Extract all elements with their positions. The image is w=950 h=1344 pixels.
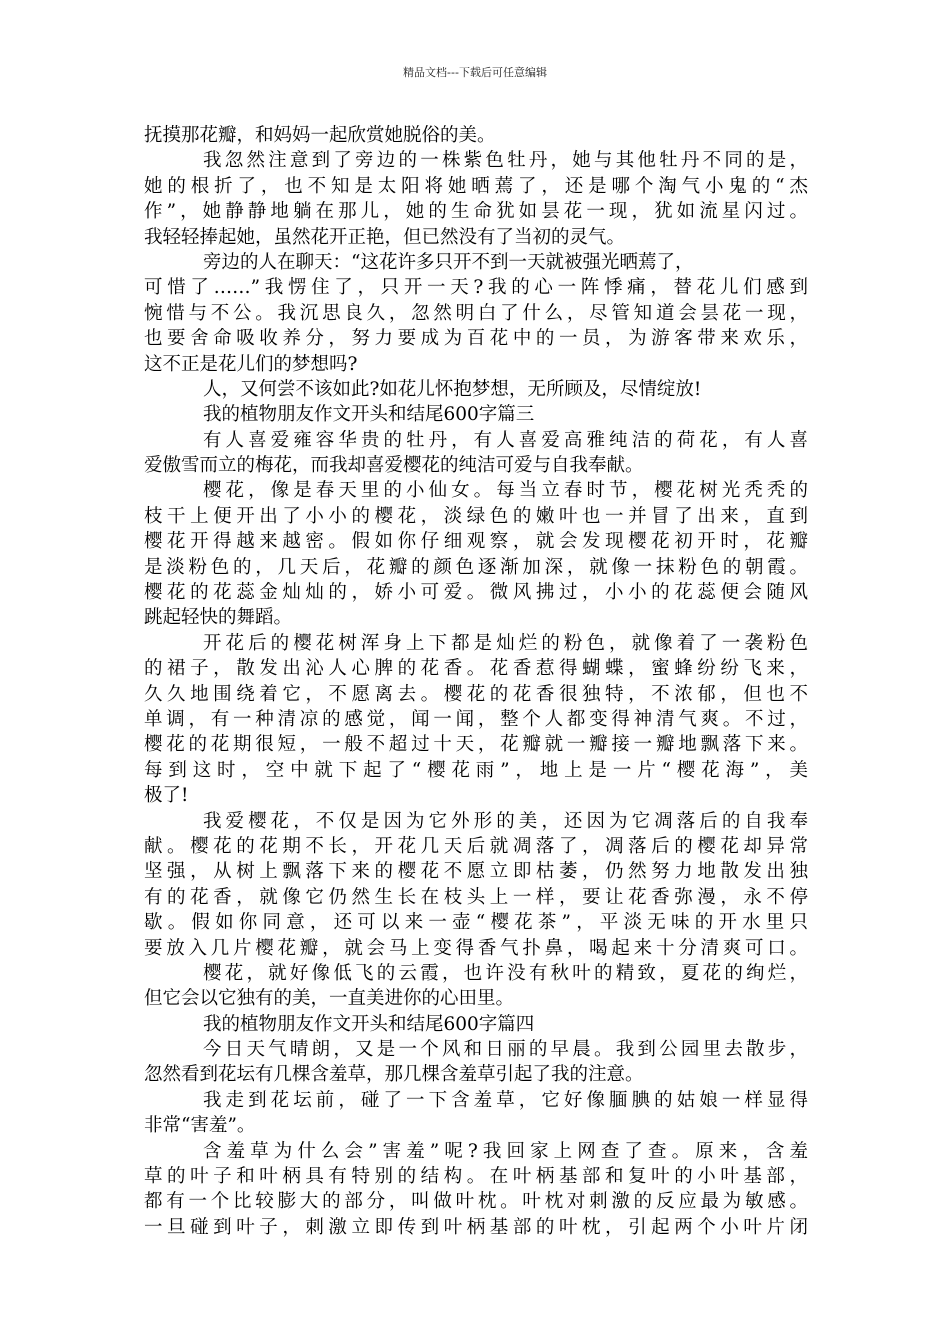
- text-line: 人，又何尝不该如此?如花儿怀抱梦想，无所顾及，尽情绽放!: [203, 378, 702, 400]
- text-line: 这不正是花儿们的梦想吗?: [144, 353, 358, 375]
- text-line: 极了!: [144, 785, 189, 807]
- text-line: 是淡粉色的，几天后，花瓣的颜色逐渐加深，就像一抹粉色的朝霞。: [144, 556, 808, 578]
- text-line: 可惜了……”我愣住了，只开一天?我的心一阵悸痛，替花儿们感到: [144, 277, 808, 299]
- text-line: 单调，有一种清凉的感觉，闻一闻，整个人都变得神清气爽。不过，: [144, 708, 808, 730]
- text-line: 开花后的樱花树浑身上下都是灿烂的粉色，就像着了一袭粉色: [203, 632, 808, 654]
- text-line: 樱花的花蕊金灿灿的，娇小可爱。微风拂过，小小的花蕊便会随风: [144, 582, 808, 604]
- text-line: 我的植物朋友作文开头和结尾600字篇四: [203, 1013, 535, 1035]
- text-line: 我的植物朋友作文开头和结尾600字篇三: [203, 404, 535, 426]
- text-line: 她的根折了，也不知是太阳将她晒蔫了，还是哪个淘气小鬼的“杰: [144, 175, 808, 197]
- text-line: 旁边的人在聊天：“这花许多只开不到一天就被强光晒蔫了，: [203, 251, 694, 273]
- page-header: 精品文档---下载后可任意编辑: [403, 66, 547, 79]
- text-line: 要放入几片樱花瓣，就会马上变得香气扑鼻，喝起来十分清爽可口。: [144, 937, 808, 959]
- text-line: 今日天气晴朗，又是一个风和日丽的早晨。我到公园里去散步，: [203, 1039, 808, 1061]
- text-line: 坚强，从树上飘落下来的樱花不愿立即枯萎，仍然努力地散发出独: [144, 861, 808, 883]
- text-line: 爱傲雪而立的梅花，而我却喜爱樱花的纯洁可爱与自我奉献。: [144, 455, 644, 477]
- text-line: 樱花，像是春天里的小仙女。每当立春时节，樱花树光秃秃的: [203, 480, 808, 502]
- text-line: 有人喜爱雍容华贵的牡丹，有人喜爱高雅纯洁的荷花，有人喜: [203, 429, 808, 451]
- text-line: 久久地围绕着它，不愿离去。樱花的花香很独特，不浓郁，但也不: [144, 683, 808, 705]
- text-line: 草的叶子和叶柄具有特别的结构。在叶柄基部和复叶的小叶基部，: [144, 1166, 808, 1188]
- text-line: 忽然看到花坛有几棵含羞草，那几棵含羞草引起了我的注意。: [144, 1064, 644, 1086]
- text-line: 惋惜与不公。我沉思良久，忽然明白了什么，尽管知道会昙花一现，: [144, 302, 808, 324]
- text-line: 抚摸那花瓣，和妈妈一起欣赏她脱俗的美。: [144, 125, 496, 146]
- text-line: 我爱樱花，不仅是因为它外形的美，还因为它凋落后的自我奉: [203, 810, 808, 832]
- text-line: 樱花的花期很短，一般不超过十天，花瓣就一瓣接一瓣地飘落下来。: [144, 734, 808, 756]
- text-line: 有的花香，就像它仍然生长在枝头上一样，要让花香弥漫，永不停: [144, 886, 808, 908]
- text-line: 的裙子，散发出沁人心脾的花香。花香惹得蝴蝶，蜜蜂纷纷飞来，: [144, 658, 808, 680]
- text-line: 都有一个比较膨大的部分，叫做叶枕。叶枕对刺激的反应最为敏感。: [144, 1191, 808, 1213]
- text-line: 每到这时，空中就下起了“樱花雨”，地上是一片“樱花海”，美: [144, 759, 808, 781]
- text-line: 歇。假如你同意，还可以来一壶“樱花茶”，平淡无味的开水里只: [144, 912, 808, 934]
- text-line: 也要舍命吸收养分，努力要成为百花中的一员，为游客带来欢乐，: [144, 328, 808, 350]
- text-line: 但它会以它独有的美，一直美进你的心田里。: [144, 988, 515, 1010]
- text-line: 樱花，就好像低飞的云霞，也许没有秋叶的精致，夏花的绚烂，: [203, 962, 808, 984]
- text-line: 作”，她静静地躺在那儿，她的生命犹如昙花一现，犹如流星闪过。: [144, 201, 808, 223]
- text-line: 献。樱花的花期不长，开花几天后就凋落了，凋落后的樱花却异常: [144, 835, 808, 857]
- text-line: 跳起轻快的舞蹈。: [144, 607, 293, 629]
- text-line: 我轻轻捧起她，虽然花开正艳，但已然没有了当初的灵气。: [144, 226, 626, 248]
- document-body: [144, 123, 808, 1240]
- text-line: 枝干上便开出了小小的樱花，淡绿色的嫩叶也一并冒了出来，直到: [144, 505, 808, 527]
- text-line: 樱花开得越来越密。假如你仔细观察，就会发现樱花初开时，花瓣: [144, 531, 808, 553]
- text-line: 一旦碰到叶子，刺激立即传到叶柄基部的叶枕，引起两个小叶片闭: [144, 1216, 808, 1238]
- text-line: 我忽然注意到了旁边的一株紫色牡丹，她与其他牡丹不同的是，: [203, 150, 808, 172]
- text-line: 非常“害羞”。: [144, 1115, 256, 1137]
- text-line: 含羞草为什么会”害羞”呢?我回家上网查了查。原来，含羞: [203, 1140, 808, 1162]
- text-line: 我走到花坛前，碰了一下含羞草，它好像腼腆的姑娘一样显得: [203, 1089, 808, 1111]
